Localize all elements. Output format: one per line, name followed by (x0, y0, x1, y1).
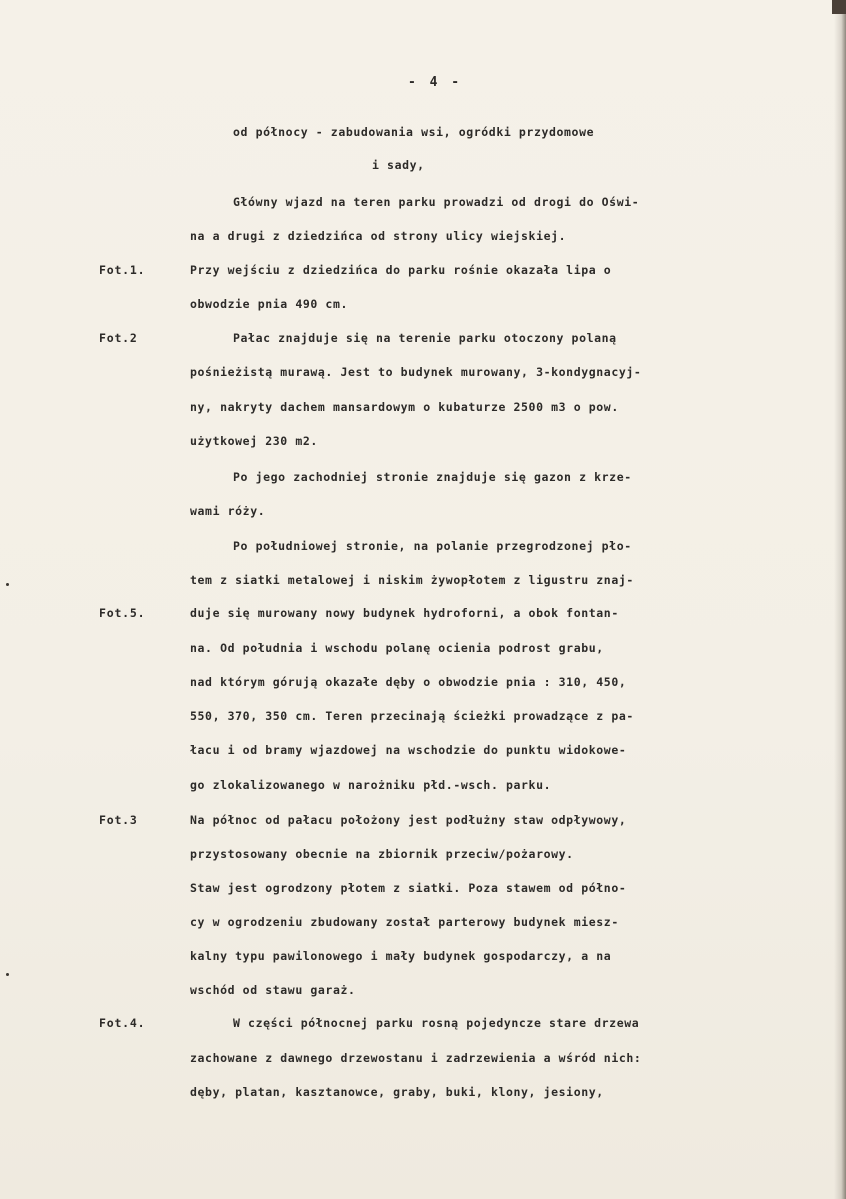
text-line: na a drugi z dziedzińca od strony ulicy wiejskiej. (190, 229, 567, 243)
photo-label: Fot.1. (99, 263, 146, 277)
text-line: wschód od stawu garaż. (190, 983, 356, 997)
text-line: łacu i od bramy wjazdowej na wschodzie do punktu widokowe- (190, 743, 627, 757)
text-line: cy w ogrodzeniu zbudowany został parterowy budynek miesz- (190, 915, 619, 929)
text-line: przystosowany obecnie na zbiornik przeciw/pożarowy. (190, 847, 574, 861)
text-line: 550, 370, 350 cm. Teren przecinają ścieżki prowadzące z pa- (190, 709, 634, 723)
scan-edge-shadow (834, 0, 846, 1199)
text-line: Przy wejściu z dziedzińca do parku rośnie okazała lipa o (190, 263, 612, 277)
scan-corner-mark (832, 0, 846, 14)
text-line: duje się murowany nowy budynek hydroforni, a obok fontan- (190, 606, 619, 620)
text-line: Staw jest ogrodzony płotem z siatki. Poza stawem od półno- (190, 881, 627, 895)
text-line: i sady, (372, 158, 425, 172)
text-line: Po jego zachodniej stronie znajduje się gazon z krze- (233, 470, 632, 484)
text-line: na. Od południa i wschodu polanę ocienia podrost grabu, (190, 641, 604, 655)
text-line: od północy - zabudowania wsi, ogródki przydomowe (233, 125, 595, 139)
text-line: Po południowej stronie, na polanie przegrodzonej pło- (233, 539, 632, 553)
margin-dot (6, 583, 9, 586)
text-line: pośnieżistą murawą. Jest to budynek murowany, 3-kondygnacyj- (190, 365, 642, 379)
text-line: ny, nakryty dachem mansardowym o kubaturze 2500 m3 o pow. (190, 400, 619, 414)
margin-dot (6, 973, 9, 976)
text-line: wami róży. (190, 504, 266, 518)
text-line: kalny typu pawilonowego i mały budynek gospodarczy, a na (190, 949, 612, 963)
photo-label: Fot.2 (99, 331, 138, 345)
photo-label: Fot.5. (99, 606, 146, 620)
text-line: W części północnej parku rosną pojedyncze stare drzewa (233, 1016, 640, 1030)
text-line: nad którym górują okazałe dęby o obwodzie pnia : 310, 450, (190, 675, 627, 689)
text-line: Pałac znajduje się na terenie parku otoczony polaną (233, 331, 617, 345)
text-line: Główny wjazd na teren parku prowadzi od drogi do Oświ- (233, 195, 640, 209)
text-line: użytkowej 230 m2. (190, 434, 318, 448)
text-line: obwodzie pnia 490 cm. (190, 297, 348, 311)
text-line: go zlokalizowanego w narożniku płd.-wsch. parku. (190, 778, 552, 792)
photo-label: Fot.4. (99, 1016, 146, 1030)
photo-label: Fot.3 (99, 813, 138, 827)
page-number: - 4 - (408, 75, 463, 90)
text-line: dęby, platan, kasztanowce, graby, buki, klony, jesiony, (190, 1085, 604, 1099)
text-line: tem z siatki metalowej i niskim żywopłotem z ligustru znaj- (190, 573, 634, 587)
text-line: zachowane z dawnego drzewostanu i zadrzewienia a wśród nich: (190, 1051, 642, 1065)
text-line: Na północ od pałacu położony jest podłużny staw odpływowy, (190, 813, 627, 827)
